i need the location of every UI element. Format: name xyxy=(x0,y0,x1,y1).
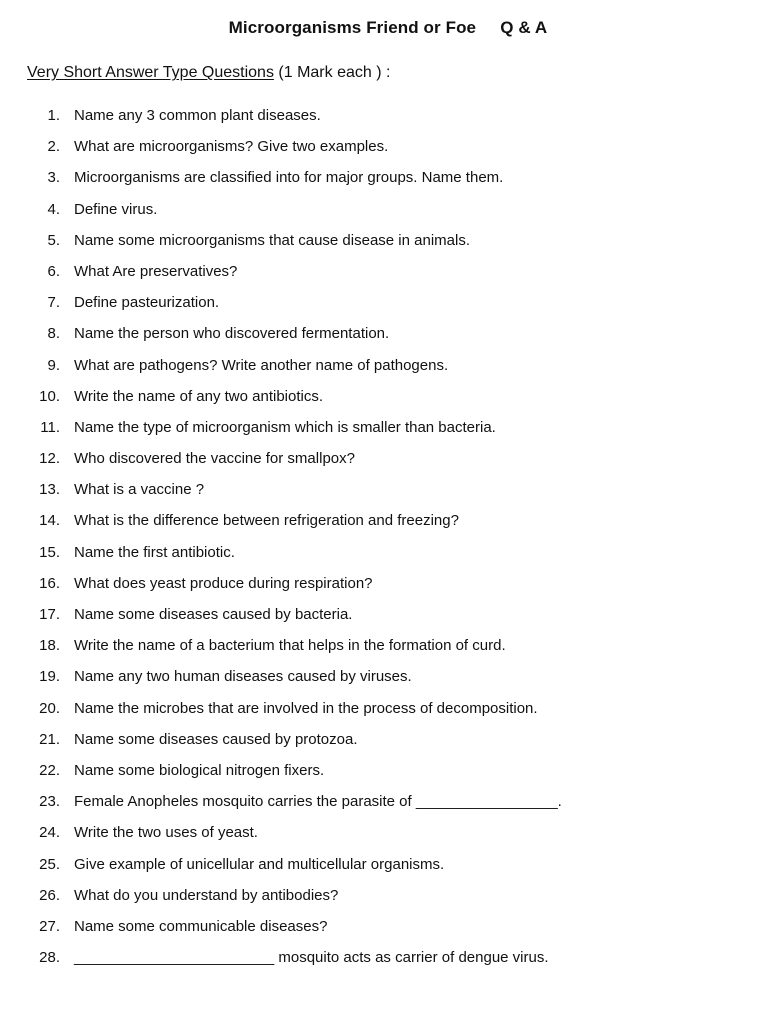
question-item xyxy=(0,541,768,572)
question-item xyxy=(0,229,768,260)
question-text: What does yeast produce during respiration? xyxy=(74,574,373,592)
question-text: Write the two uses of yeast. xyxy=(74,824,258,842)
question-text: Name some communicable diseases? xyxy=(74,917,328,935)
question-text: What are pathogens? Write another name of pathogens. xyxy=(74,356,449,374)
question-text: Name any two human diseases caused by viruses. xyxy=(74,668,412,686)
question-item xyxy=(0,634,768,665)
question-number: 8. xyxy=(47,325,60,343)
question-text: What Are preservatives? xyxy=(74,262,238,280)
question-item xyxy=(0,416,768,447)
question-number: 3. xyxy=(47,169,60,187)
question-number: 27. xyxy=(39,917,60,935)
question-item xyxy=(0,572,768,603)
question-item xyxy=(0,946,768,977)
question-text: Name the type of microorganism which is smaller than bacteria. xyxy=(74,418,496,436)
question-text: Name the first antibiotic. xyxy=(74,543,235,561)
question-item xyxy=(0,728,768,759)
question-number: 12. xyxy=(39,450,60,468)
question-text: Who discovered the vaccine for smallpox? xyxy=(74,450,355,468)
question-number: 1. xyxy=(47,107,60,124)
question-item xyxy=(0,665,768,696)
question-number: 18. xyxy=(39,637,60,655)
question-text: Name the person who discovered fermentation. xyxy=(74,325,390,343)
question-item xyxy=(0,603,768,634)
question-text: Write the name of a bacterium that helps in the formation of curd. xyxy=(74,637,506,655)
question-text: Name some biological nitrogen fixers. xyxy=(74,761,325,779)
question-item xyxy=(0,697,768,728)
question-item xyxy=(0,198,768,229)
question-text: Name the microbes that are involved in the process of decomposition. xyxy=(74,699,538,717)
question-number: 28. xyxy=(39,949,60,967)
question-number: 22. xyxy=(39,761,60,779)
question-number: 23. xyxy=(39,793,60,811)
question-number: 10. xyxy=(39,387,60,405)
question-text: Female Anopheles mosquito carries the parasite of _________________. xyxy=(74,793,562,811)
question-number: 11. xyxy=(40,418,60,436)
question-text: ________________________ mosquito acts as carrier of dengue virus. xyxy=(74,949,549,967)
question-item xyxy=(0,291,768,322)
section-heading-label: Very Short Answer Type Questions xyxy=(27,64,274,81)
question-number: 26. xyxy=(39,886,60,904)
question-number: 19. xyxy=(39,668,60,686)
question-item xyxy=(0,478,768,509)
question-number: 13. xyxy=(39,481,60,499)
question-item xyxy=(0,509,768,540)
question-text: Name some diseases caused by protozoa. xyxy=(74,730,358,748)
question-number: 5. xyxy=(47,231,60,249)
section-marks: (1 Mark each ) : xyxy=(278,64,391,81)
question-text: Write the name of any two antibiotics. xyxy=(74,387,324,405)
question-number: 6. xyxy=(47,262,60,280)
question-number: 15. xyxy=(39,543,60,561)
question-number: 17. xyxy=(39,606,60,623)
question-item xyxy=(0,759,768,790)
question-text: Define virus. xyxy=(74,200,158,218)
question-text: Name some diseases caused by bacteria. xyxy=(74,606,353,623)
question-item xyxy=(0,853,768,884)
question-text: Name some microorganisms that cause disease in animals. xyxy=(74,231,470,249)
question-item xyxy=(0,790,768,821)
question-item xyxy=(0,915,768,946)
question-item xyxy=(0,166,768,197)
question-item xyxy=(0,260,768,291)
question-item xyxy=(0,135,768,166)
question-text: Microorganisms are classified into for major groups. Name them. xyxy=(74,169,504,187)
question-item xyxy=(0,104,768,135)
question-number: 4. xyxy=(47,200,60,218)
question-number: 14. xyxy=(39,512,60,530)
document-title: Microorganisms Friend or Foe Q & A xyxy=(228,18,548,37)
question-text: What is the difference between refrigeration and freezing? xyxy=(74,512,459,530)
question-item xyxy=(0,884,768,915)
question-item xyxy=(0,354,768,385)
question-text: What are microorganisms? Give two examples. xyxy=(74,138,389,156)
question-text: What is a vaccine ? xyxy=(74,481,205,499)
question-item xyxy=(0,322,768,353)
question-item xyxy=(0,447,768,478)
question-item xyxy=(0,385,768,416)
question-number: 7. xyxy=(47,294,60,312)
question-number: 24. xyxy=(39,824,60,842)
question-number: 2. xyxy=(47,138,60,156)
question-item xyxy=(0,821,768,852)
question-text: Define pasteurization. xyxy=(74,294,220,312)
question-text: Give example of unicellular and multicellular organisms. xyxy=(74,855,445,873)
question-number: 21. xyxy=(39,730,60,748)
question-text: What do you understand by antibodies? xyxy=(74,886,339,904)
question-list xyxy=(0,104,768,977)
question-number: 25. xyxy=(39,855,60,873)
question-number: 9. xyxy=(47,356,60,374)
question-text: Name any 3 common plant diseases. xyxy=(74,107,321,124)
section-heading xyxy=(27,64,390,82)
question-number: 16. xyxy=(39,574,60,592)
question-number: 20. xyxy=(39,699,60,717)
